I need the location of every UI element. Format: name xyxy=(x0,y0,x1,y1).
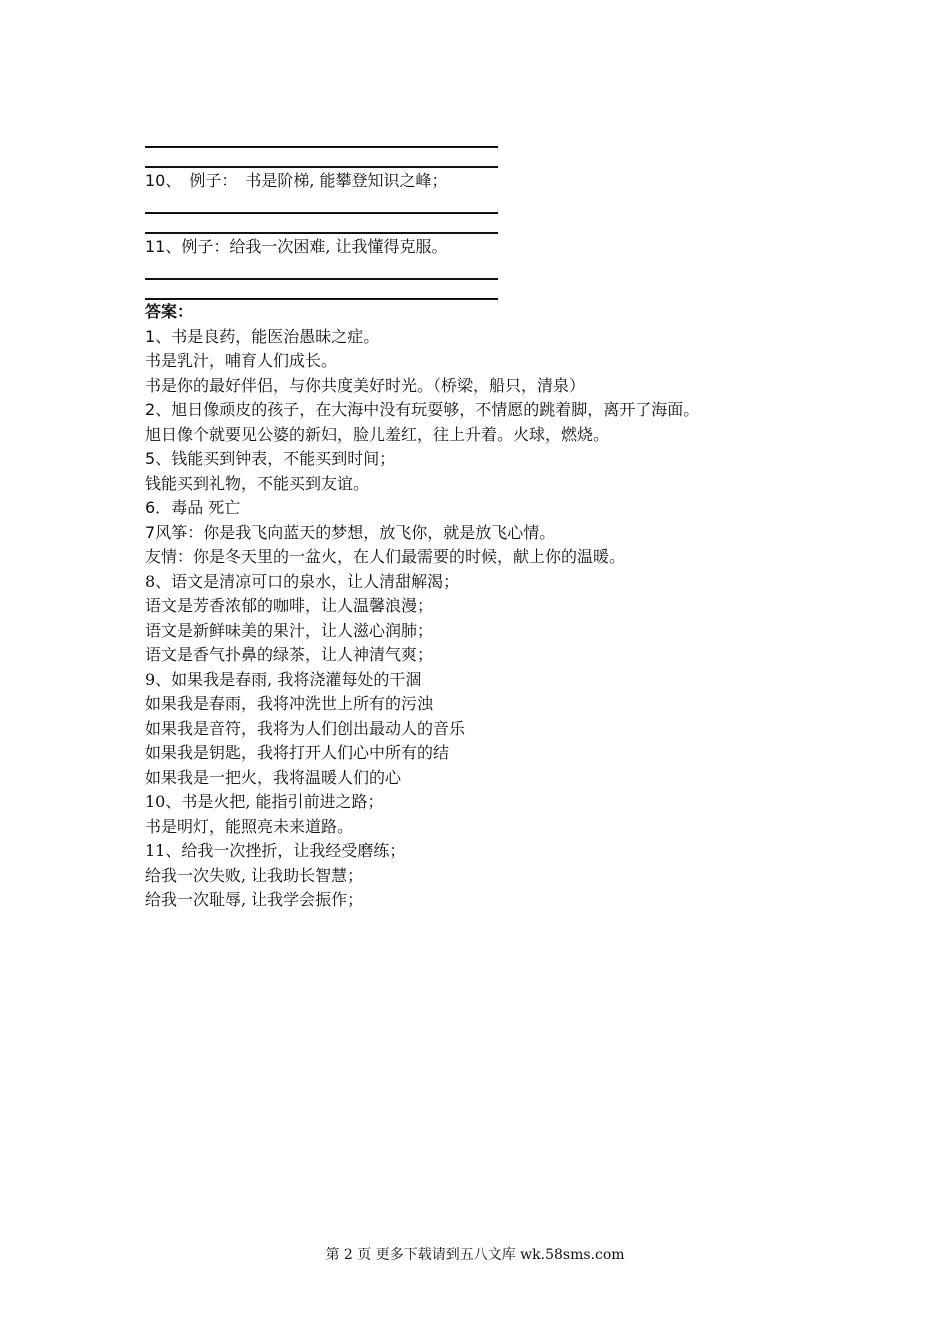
answer-text: 语文是新鲜味美的果汁，让人滋心润肺； xyxy=(145,620,434,640)
answer-text: 9、如果我是春雨, 我将浇灌每处的干涸 xyxy=(145,669,422,689)
question-text: 、例子：给我一次困难, 让我懂得克服。 xyxy=(165,237,448,256)
answer-text: 语文是香气扑鼻的绿茶，让人神清气爽； xyxy=(145,645,434,664)
answer-line xyxy=(145,594,845,619)
answer-text: 10、书是火把, 能指引前进之路； xyxy=(145,792,384,811)
answer-text: 给我一次耻辱, 让我学会振作； xyxy=(145,890,364,909)
answer-text: 语文是芳香浓郁的咖啡，让人温馨浪漫； xyxy=(145,596,434,615)
answer-number: 1 xyxy=(145,326,156,346)
answer-line xyxy=(145,570,845,595)
answer-text: 如果我是音符，我将为人们创出最动人的音乐 xyxy=(145,718,466,738)
answer-number: 2 xyxy=(145,400,156,419)
answer-text: 、旭日像顽皮的孩子，在大海中没有玩耍够，不情愿的跳着脚，离开了海面。 xyxy=(155,400,700,419)
page-content xyxy=(145,126,845,913)
answer-blank-line xyxy=(145,214,498,234)
answer-number: 7 xyxy=(145,522,156,542)
answer-text: 书是你的最好伴侣，与你共度美好时光。（桥梁，船只，清泉） xyxy=(145,375,586,395)
answer-text: 毒品 死亡 xyxy=(171,498,241,517)
answer-line xyxy=(145,717,845,742)
answer-line xyxy=(145,766,845,791)
answer-line xyxy=(145,619,845,644)
answer-text: 书是乳汁，哺育人们成长。 xyxy=(145,351,338,370)
answer-line xyxy=(145,741,845,766)
answer-text: 书是明灯，能照亮未来道路。 xyxy=(145,816,354,836)
answer-blank-line xyxy=(145,148,498,168)
answer-number: 5 xyxy=(145,449,156,468)
answer-text: 钱能买到礼物，不能买到友谊。 xyxy=(145,473,370,493)
question-number: 10、 xyxy=(145,171,174,190)
answer-line xyxy=(145,496,845,521)
answer-line xyxy=(145,398,845,423)
answer-text: 、书是良药，能医治愚昧之症。 xyxy=(155,326,380,346)
question-number: 11 xyxy=(145,237,166,256)
answer-line xyxy=(145,864,845,889)
answer-text: 给我一次失败, 让我助长智慧； xyxy=(145,865,364,885)
answer-line xyxy=(145,839,845,864)
answer-text: 11、给我一次挫折，让我经受磨练； xyxy=(145,841,406,860)
answer-list xyxy=(145,325,845,913)
answer-line xyxy=(145,888,845,913)
answer-line xyxy=(145,790,845,815)
answer-line xyxy=(145,521,845,546)
question-10 xyxy=(145,168,845,194)
answer-blank-line xyxy=(145,280,498,300)
answer-line xyxy=(145,815,845,840)
answer-blank-line xyxy=(145,126,498,148)
answer-line xyxy=(145,447,845,472)
answer-text: 如果我是一把火，我将温暖人们的心 xyxy=(145,767,402,787)
answer-text: 如果我是春雨，我将冲洗世上所有的污浊 xyxy=(145,694,434,713)
answer-line xyxy=(145,692,845,717)
answers-heading: 答案： xyxy=(145,302,194,321)
answer-text: 8、语文是清凉可口的泉水，让人清甜解渴； xyxy=(145,571,460,591)
answer-text: 、钱能买到钟表，不能买到时间； xyxy=(155,449,396,468)
answer-line xyxy=(145,325,845,350)
answer-text: 旭日像个就要见公婆的新妇，脸儿羞红，往上升着。火球，燃烧。 xyxy=(145,424,610,444)
answer-text: 友情：你是冬天里的一盆火，在人们最需要的时候，献上你的温暖。 xyxy=(145,547,626,566)
answer-line xyxy=(145,643,845,668)
answer-blank-line xyxy=(145,194,498,214)
question-text: 例子： 书是阶梯, 能攀登知识之峰； xyxy=(173,171,448,190)
answer-text: 风筝：你是我飞向蓝天的梦想，放飞你，就是放飞心情。 xyxy=(155,522,556,542)
answer-line xyxy=(145,545,845,570)
question-11 xyxy=(145,234,845,260)
answer-line xyxy=(145,423,845,448)
answer-line xyxy=(145,668,845,693)
answer-line xyxy=(145,349,845,374)
answer-number: 6． xyxy=(145,498,172,517)
answer-blank-line xyxy=(145,260,498,280)
answer-line xyxy=(145,472,845,497)
answer-text: 如果我是钥匙，我将打开人们心中所有的结 xyxy=(145,743,450,762)
answer-line xyxy=(145,374,845,399)
page-footer: 第 2 页 更多下载请到五八文库 wk.58sms.com xyxy=(325,1247,625,1263)
